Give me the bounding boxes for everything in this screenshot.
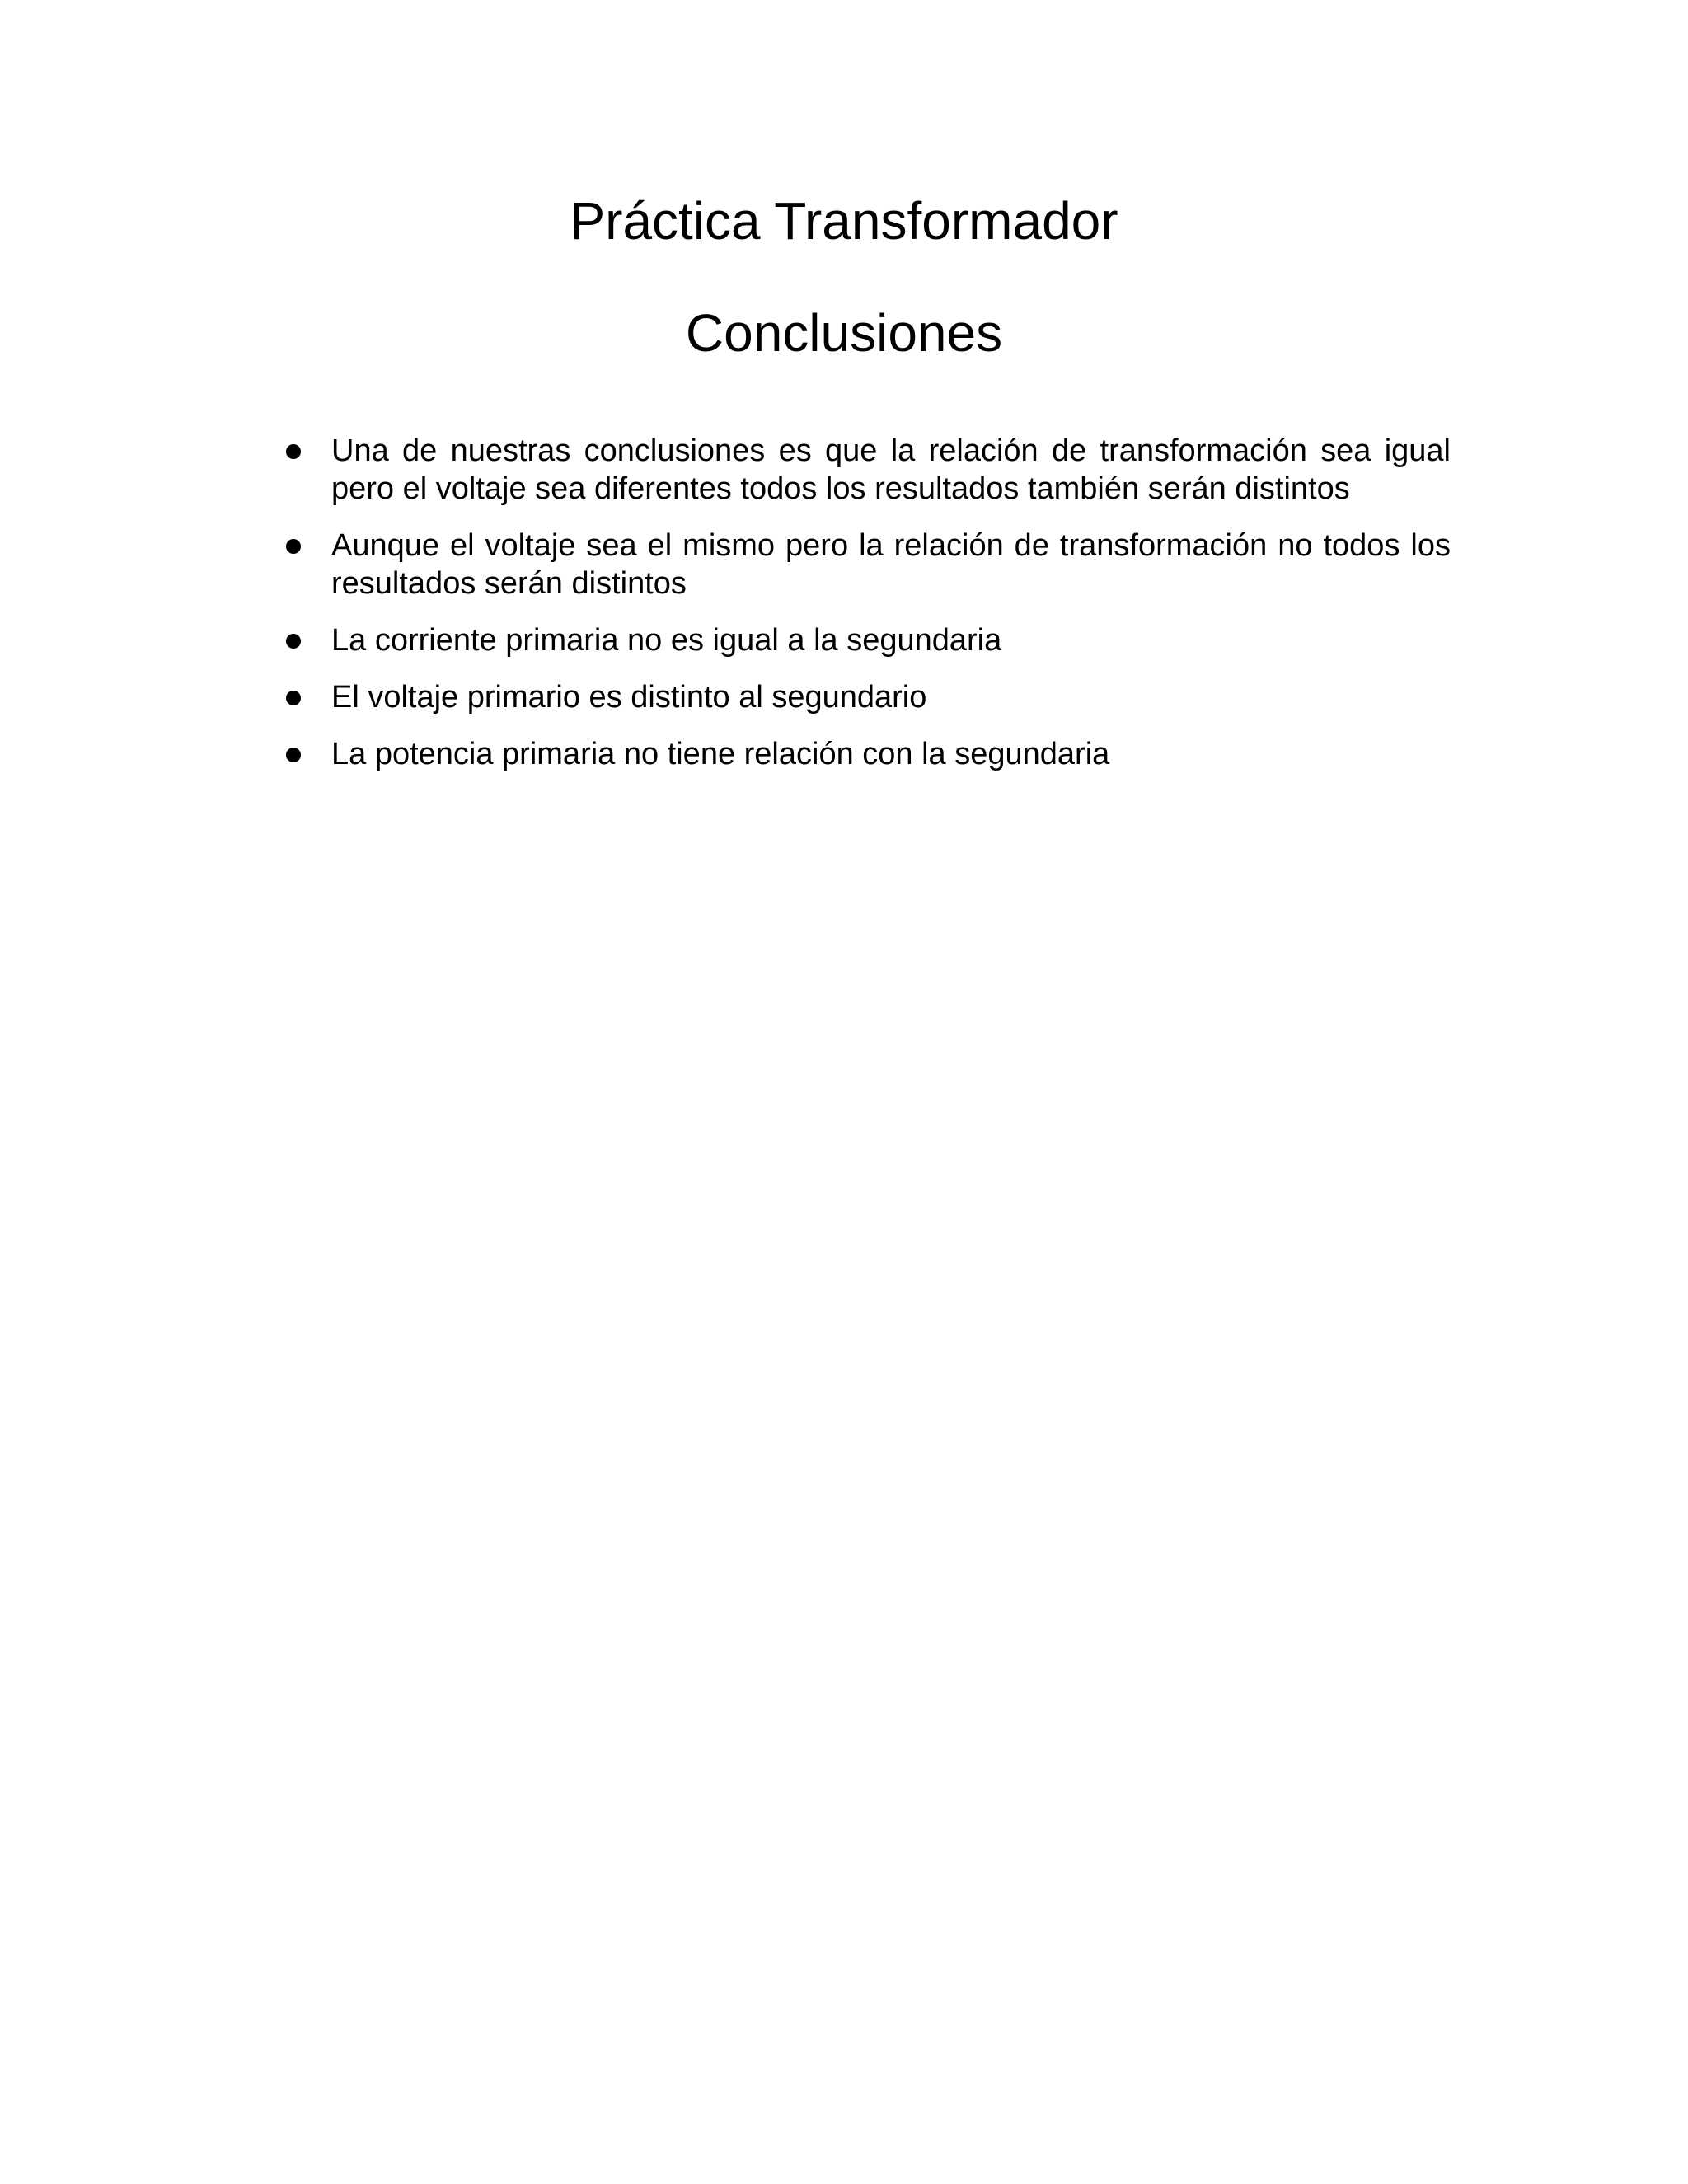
- bullet-icon: [286, 691, 301, 705]
- bullet-icon: [286, 539, 301, 554]
- list-item: [280, 678, 1451, 716]
- bullet-icon: [286, 444, 301, 459]
- conclusion-text: Una de nuestras conclusiones es que la relación de transformación sea igual pero el voltaje sea diferentes todos los resultados también serán distintos: [331, 434, 1451, 506]
- conclusion-text: La corriente primaria no es igual a la segundaria: [331, 623, 1002, 658]
- document-title: Práctica Transformador: [570, 191, 1118, 251]
- list-item: [280, 527, 1451, 602]
- list-item: [280, 735, 1451, 773]
- list-item: [280, 621, 1451, 659]
- conclusions-list: [280, 432, 1451, 792]
- conclusion-text: Aunque el voltaje sea el mismo pero la relación de transformación no todos los resultados serán distintos: [331, 528, 1451, 601]
- conclusion-text: El voltaje primario es distinto al segundario: [331, 680, 927, 715]
- conclusion-text: La potencia primaria no tiene relación con la segundaria: [331, 737, 1110, 771]
- bullet-icon: [286, 634, 301, 649]
- section-heading-conclusiones: Conclusiones: [685, 303, 1003, 363]
- list-item: [280, 432, 1451, 508]
- bullet-icon: [286, 748, 301, 762]
